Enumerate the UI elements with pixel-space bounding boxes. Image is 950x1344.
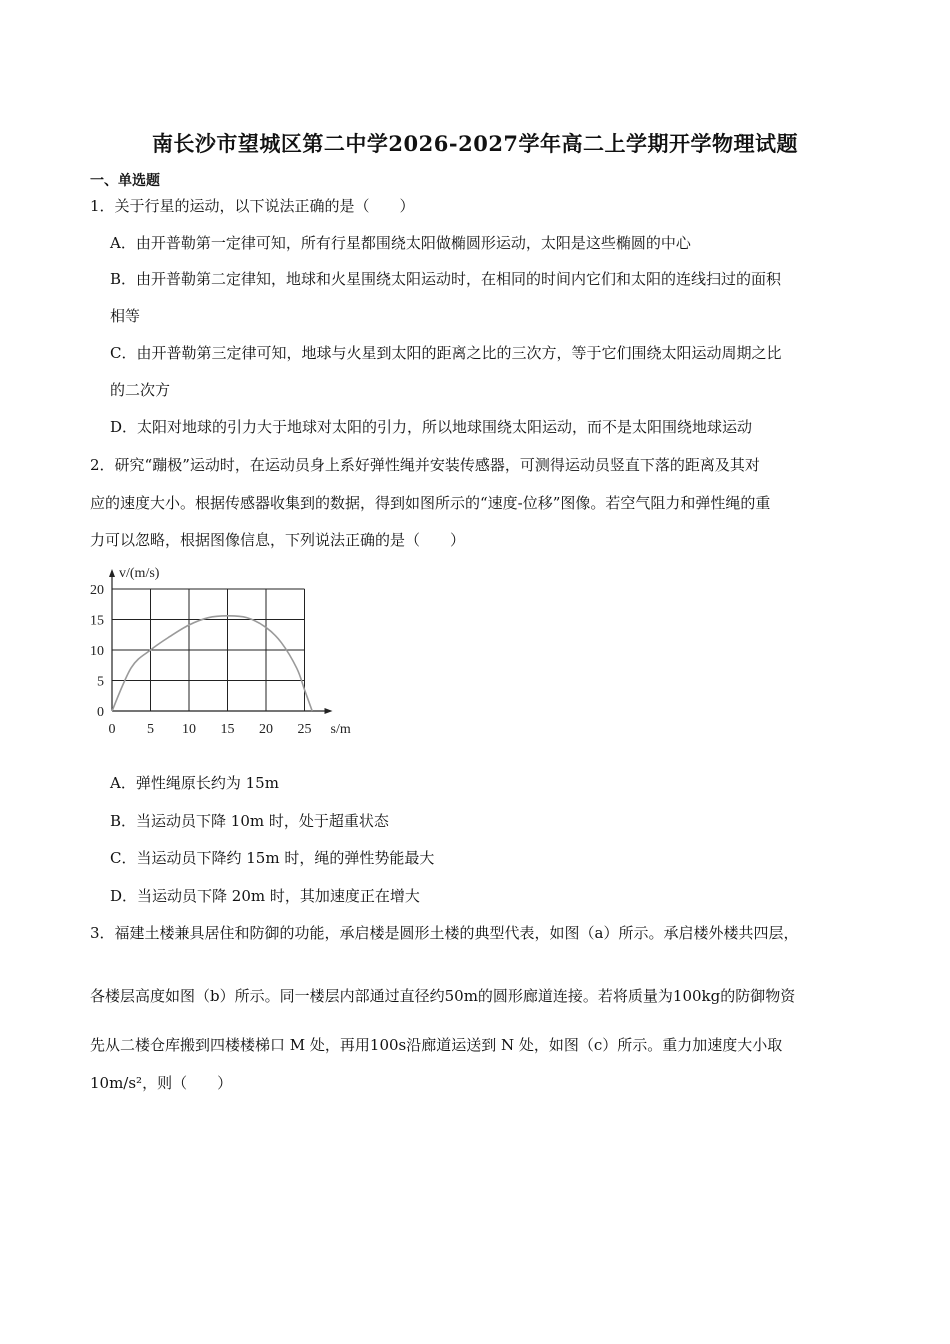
q1-option-b-cont: 相等 (110, 307, 141, 325)
chart-x-label: s/m (330, 722, 351, 737)
y-axis-arrow (109, 569, 115, 577)
chart-y-label: v/(m/s) (119, 566, 160, 581)
q3-line-3: 先从二楼仓库搬到四楼楼梯口 M 处，再用100s沿廊道运送到 N 处，如图（c）所示。重力加速度大小取 (90, 1036, 783, 1054)
x-axis-arrow (325, 708, 333, 714)
x-tick-label: 15 (220, 722, 235, 737)
y-tick-label: 20 (90, 583, 104, 598)
q3-line-1: 3．福建土楼兼具居住和防御的功能，承启楼是圆形土楼的典型代表，如图（a）所示。承启楼外楼共四层， (90, 924, 799, 942)
q2-stem-1: 2．研究“蹦极”运动时，在运动员身上系好弹性绳并安装传感器，可测得运动员竖直下落的距离及其对 (90, 456, 760, 474)
q1-option-c-cont: 的二次方 (110, 381, 171, 399)
x-tick-label: 0 (108, 722, 116, 737)
q1-option-b: B．由开普勒第二定律知，地球和火星围绕太阳运动时，在相同的时间内它们和太阳的连线扫过的面积 (110, 270, 782, 288)
q2-stem-3: 力可以忽略，根据图像信息，下列说法正确的是（ ） (90, 531, 466, 549)
x-tick-label: 20 (259, 722, 273, 737)
y-tick-label: 0 (97, 705, 104, 720)
q1-option-a: A．由开普勒第一定律可知，所有行星都围绕太阳做椭圆形运动，太阳是这些椭圆的中心 (110, 234, 691, 252)
page-title: 南长沙市望城区第二中学2026-2027学年高二上学期开学物理试题 (151, 131, 799, 156)
section-heading: 一、单选题 (90, 173, 160, 189)
q2-option-d: D．当运动员下降 20m 时，其加速度正在增大 (110, 887, 420, 905)
velocity-displacement-chart (86, 558, 386, 746)
chart-tick-labels (90, 583, 312, 737)
x-tick-label: 10 (182, 722, 196, 737)
q2-option-b: B．当运动员下降 10m 时，处于超重状态 (110, 812, 389, 830)
y-tick-label: 5 (97, 674, 104, 690)
q1-stem: 1．关于行星的运动，以下说法正确的是（ ） (90, 197, 415, 215)
q1-option-c: C．由开普勒第三定律可知，地球与火星到太阳的距离之比的三次方，等于它们围绕太阳运动周期之比 (110, 344, 782, 362)
chart-grid (112, 589, 305, 711)
q3-line-2: 各楼层高度如图（b）所示。同一楼层内部通过直径约50m的圆形廊道连接。若将质量为100kg的防御物资 (90, 987, 796, 1005)
velocity-curve (112, 616, 312, 711)
q1-option-d: D．太阳对地球的引力大于地球对太阳的引力，所以地球围绕太阳运动，而不是太阳围绕地球运动 (110, 418, 753, 436)
q2-stem-2: 应的速度大小。根据传感器收集到的数据，得到如图所示的“速度-位移”图像。若空气阻力和弹性绳的重 (90, 494, 771, 512)
chart-axes (109, 569, 333, 714)
q2-option-c: C．当运动员下降约 15m 时，绳的弹性势能最大 (110, 849, 435, 867)
x-tick-label: 5 (147, 722, 154, 737)
y-tick-label: 15 (90, 613, 104, 629)
q2-option-a: A．弹性绳原长约为 15m (110, 774, 279, 792)
x-tick-label: 25 (297, 722, 312, 737)
chart-series (112, 616, 312, 711)
y-tick-label: 10 (90, 644, 104, 659)
q3-line-4: 10m/s²，则（ ） (90, 1074, 233, 1092)
